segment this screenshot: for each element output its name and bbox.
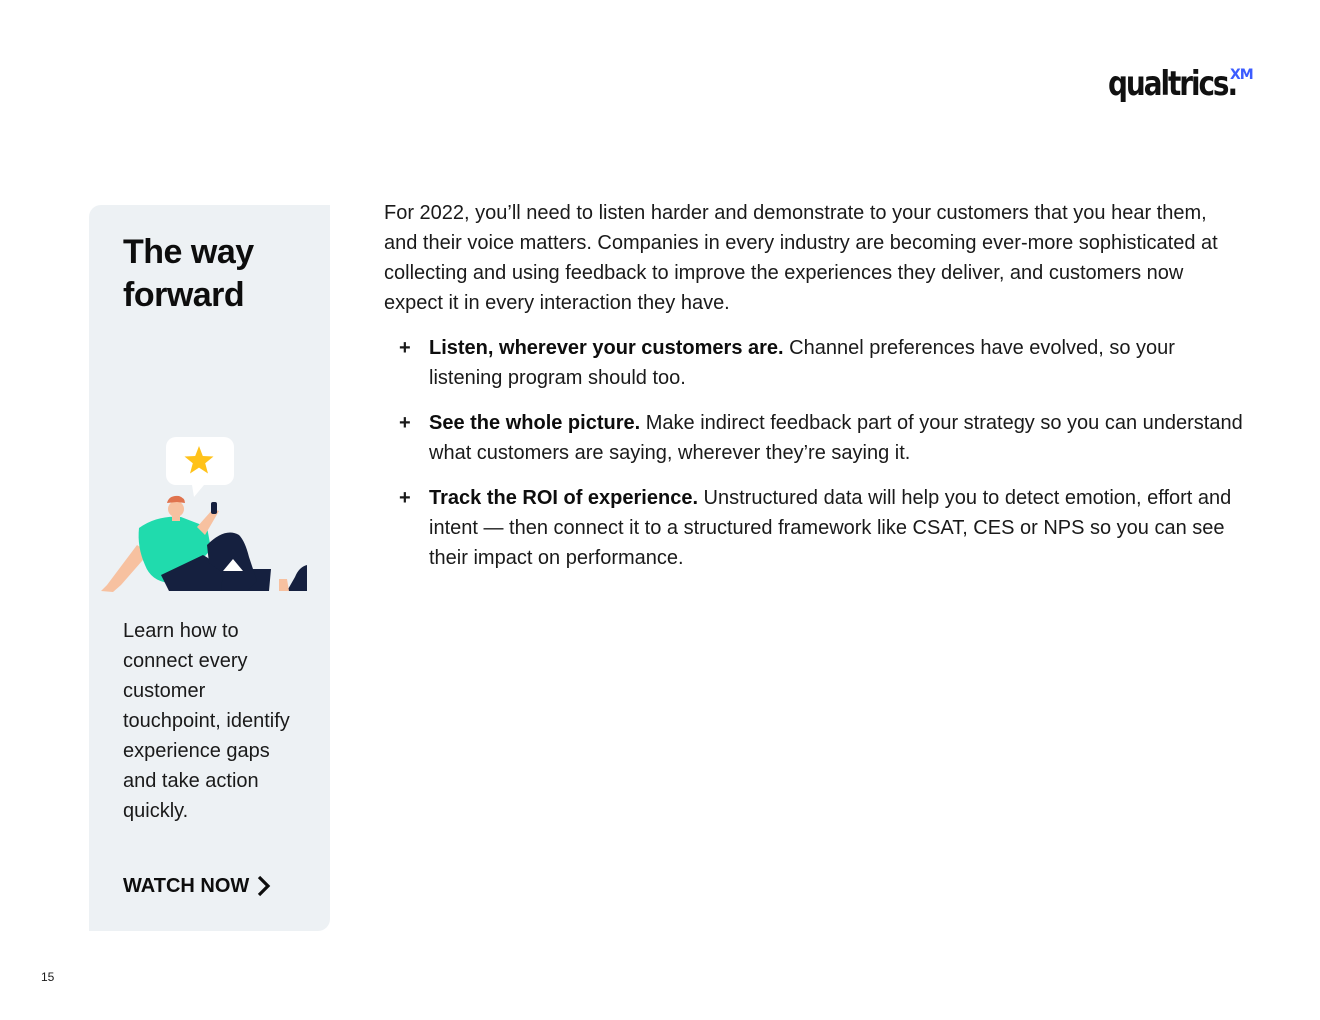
sidebar-title: The way forward [123,233,254,314]
bullet-item-listen [384,333,1244,393]
foot-shape [287,565,307,591]
page-number: 15 [41,970,55,984]
bullet-text: Channel preferences have evolved, so your listening program should too. [429,337,1175,389]
head-shape [168,501,184,517]
hair-shape [167,496,185,503]
intro-paragraph: For 2022, you’ll need to listen harder and demonstrate to your customers that you hear them, and their voice matters. Companies in every industry are becoming ever-more sophisticated at collecting and using feedback to improve the experiences they deliver, and customers now expect it in every interaction they have. [384,202,1218,314]
bullet-lead: Listen, wherever your customers are. [429,337,784,359]
plus-icon: + [399,337,411,359]
chevron-right-icon [257,875,271,897]
ankle-shape [279,579,289,591]
bullet-lead: See the whole picture. [429,412,641,434]
neck-shape [172,515,180,521]
sidebar-card [89,205,330,931]
plus-icon: + [399,487,411,509]
phone-icon [211,502,217,514]
logo-xm-mark: XM [1230,67,1253,83]
bullet-lead: Track the ROI of experience. [429,487,698,509]
bullet-text: Make indirect feedback part of your strategy so you can understand what customers are saying, wherever they’re saying it. [429,412,1243,464]
logo-wordmark: qualtrics. [1108,64,1237,104]
watch-now-label: WATCH NOW [123,875,250,897]
sidebar-description: Learn how to connect every customer touchpoint, identify experience gaps and take action quickly. [123,620,290,822]
watch-now-link[interactable] [123,873,271,899]
plus-icon: + [399,412,411,434]
qualtrics-logo [1108,62,1260,112]
bullet-text: Unstructured data will help you to detect emotion, effort and intent — then connect it to a structured framework like CSAT, CES or NPS so you can see their impact on performance. [429,487,1232,569]
person-with-phone-illustration [99,435,311,597]
bullet-list [384,333,1244,573]
main-content [384,198,1244,588]
bullet-item-whole-picture [384,408,1244,468]
bullet-item-roi [384,483,1244,573]
